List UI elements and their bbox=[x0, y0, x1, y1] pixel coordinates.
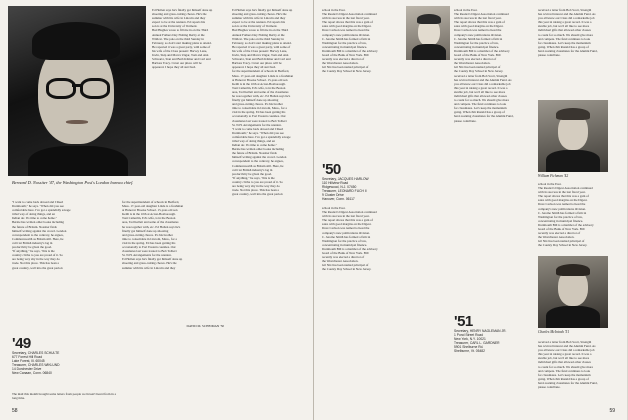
class-50-header bbox=[322, 162, 398, 201]
text-line: occasionally to Fort Eastern counties. Our bbox=[122, 245, 176, 250]
text-line: C. Jerome Smith has formed a firm in bbox=[322, 234, 371, 239]
text-line: for classmates. Let's keep the momentum bbox=[538, 372, 591, 377]
treasurer-address-2: Shelburne, Vt. 05482 bbox=[454, 349, 485, 353]
mouth-shape bbox=[66, 120, 88, 124]
text-line: appeared. I hope they all survived. bbox=[232, 65, 276, 70]
text-line: sales with good margins on the Digest. bbox=[454, 24, 504, 29]
shoulders-shape bbox=[412, 44, 446, 60]
text-line: Gil Nix has been named principal of bbox=[322, 65, 369, 70]
class-49-header bbox=[12, 336, 122, 375]
text-line: comfortable here. I've got a splendidly savage bbox=[12, 208, 71, 213]
text-line: country cliche to you are proud of it. So bbox=[232, 179, 283, 184]
hair-shape bbox=[417, 14, 441, 24]
text-line: The Reader's Digest Association continued bbox=[538, 186, 593, 191]
text-line: productivity be given the good. bbox=[12, 245, 52, 250]
text-line: at Hanover Brooke School. 15-year-old son bbox=[232, 77, 288, 82]
text-line: the Westchester Association. bbox=[322, 61, 359, 66]
lower-left-text bbox=[12, 200, 116, 320]
secretary-address-2: Ridgewood, N.J. 07450 bbox=[322, 185, 357, 189]
text-line: Irwin, Skip and Marva Ungar, Tom and Ann bbox=[232, 53, 289, 58]
text-line: at Hanover Brooke School. 15-year-old son bbox=[122, 208, 178, 213]
treasurer-label: Treasurer, bbox=[454, 341, 469, 345]
text-line: Barbara Tracy. I trust our photo will be bbox=[152, 61, 202, 66]
text-line: Sr. N.H. Arrangements for the reunion. bbox=[232, 122, 282, 127]
text-line: sales with good margins on the Digest. bbox=[538, 198, 588, 203]
portrait-photo-right-bottom bbox=[538, 256, 608, 328]
treasurer-name: LEONARD FUCH II bbox=[337, 189, 367, 193]
text-line: for the superintendent of schools in Bedford, bbox=[232, 69, 290, 74]
text-line: expect to be at the reunion. Ed reports his bbox=[232, 20, 286, 25]
text-line: this year in raising a great record. It was a bbox=[454, 85, 508, 90]
text-line: board of the Bank of New York. Bill bbox=[538, 227, 585, 232]
text-line: Annual Fathers Day Fishing Derby at the bbox=[232, 32, 285, 37]
text-line: the Westchester Association. bbox=[538, 235, 575, 240]
text-line: individual gifts that allowed other classes bbox=[454, 93, 507, 98]
text-line: Dartmouth Bill is a member of the advisory bbox=[538, 222, 594, 227]
text-line: February, so don't start making plans to attend. bbox=[232, 40, 292, 45]
text-line: concentrating in municipal finance. bbox=[454, 44, 500, 49]
text-line: Commonwealth as Britain still. Here, he bbox=[232, 163, 284, 168]
text-line: individual gifts that allowed other classes bbox=[538, 360, 591, 365]
text-line: Wildcat. The pole on the third Sunday in bbox=[152, 36, 204, 41]
text-line: Sr. N.H. Arrangements for the reunion. bbox=[122, 253, 172, 258]
text-line: Ed Hollen says he's finally got himself done up bbox=[232, 8, 293, 12]
right-page-column-1-lower bbox=[322, 206, 396, 396]
text-line: The Reader's Digest Association continued bbox=[454, 12, 509, 17]
hair-shape bbox=[556, 108, 590, 120]
text-line: Commonwealth as Britain still. Here, he bbox=[12, 236, 64, 241]
text-line: the County Day School in New Jersey. bbox=[322, 69, 372, 74]
hair-shape bbox=[32, 22, 120, 60]
right-page-column-3-top bbox=[538, 8, 618, 96]
text-line: time to consolidate in Lincoln, Mass., for a bbox=[232, 106, 287, 111]
text-line: finally got himself done up shooting bbox=[232, 98, 279, 103]
text-line: The Reader's Digest Association continued bbox=[322, 12, 377, 17]
text-line: Dartmouth Bill is a member of the advisory bbox=[322, 48, 378, 53]
text-line: Dartmouth," he says. "When did you see bbox=[12, 204, 64, 209]
text-line: Mass. 17-year-old daughter Linda is a freshman bbox=[232, 73, 294, 78]
glasses-right bbox=[80, 78, 110, 99]
text-line: Keith is in the 10th at Acton-Boxborough. bbox=[232, 81, 286, 86]
treasurer-address-1: 5901 Shelburne Rd. bbox=[454, 345, 484, 349]
right-page bbox=[314, 0, 627, 420]
secretary-block bbox=[454, 329, 534, 353]
text-line: The Reader's Digest Association continued bbox=[322, 210, 377, 215]
text-line: to count for so much. We should give more bbox=[454, 98, 510, 103]
text-line: area, Ted Kellett and some of the classmates bbox=[122, 220, 179, 225]
class-number: '49 bbox=[12, 335, 31, 352]
text-line: received a letter from Bob Scott, Strength bbox=[538, 8, 592, 12]
text-line: Toni Camerlin, Ed's wife, is in the Boston bbox=[122, 216, 176, 221]
text-line: to count for so much. We should give more bbox=[538, 364, 594, 369]
text-line: classmates last were treated to Bob Tolbert bbox=[232, 118, 287, 123]
text-line: please contribute. bbox=[538, 53, 561, 58]
text-line: company's new publications division. bbox=[454, 32, 502, 37]
text-line: hard-working classmates for the Alumni Fund, bbox=[538, 48, 598, 53]
text-line: recently was elected a director of bbox=[454, 57, 497, 62]
text-line: "I want to come back abroad and I liked bbox=[232, 126, 284, 131]
text-line: please contribute. bbox=[538, 385, 561, 390]
text-line: the Westchester Association. bbox=[454, 61, 491, 66]
text-line: shooting and grass-cutting chores. He's the bbox=[122, 261, 177, 266]
text-line: he was together with, etc. Ed Hollen says he's bbox=[122, 224, 181, 229]
text-line: son is at the University of Vermont. bbox=[152, 24, 198, 29]
text-line: Wildcat. The pole on the third Sunday in bbox=[232, 36, 284, 41]
class-number: '50 bbox=[322, 161, 341, 178]
portrait-photo-right-top bbox=[538, 100, 608, 172]
treasurer-name: CHARLES WIKLUND bbox=[27, 363, 60, 367]
text-line: Washington for the practice of law, bbox=[322, 238, 367, 243]
text-line: classmates last were treated to Bob Tolbert bbox=[122, 249, 177, 254]
portrait-photo-small bbox=[406, 6, 450, 60]
text-line: Ed Hollen says he's finally got himself done up bbox=[122, 257, 183, 262]
text-line: area, Ted Kellett and some of the classmates bbox=[232, 89, 289, 94]
text-line: summer with his wife in Lincoln and they bbox=[152, 16, 206, 21]
text-line: sizable job, but we'd all like to see more bbox=[454, 89, 506, 94]
text-line: productivity be given the good. bbox=[232, 171, 272, 176]
text-line: The report shows that this was a gain of bbox=[454, 20, 505, 25]
photo-caption-right-bottom: Charles McIntosh '51 bbox=[538, 330, 570, 334]
text-line: Ed Hollen says he's finally got himself done up bbox=[152, 8, 213, 12]
treasurer-address-1: 9 Cluster Drive bbox=[322, 193, 344, 197]
secretary-label: Secretary, bbox=[322, 177, 337, 181]
text-line: hard-working classmates for the Alumni Fund, bbox=[454, 114, 514, 119]
text-line: visit in the spring. Ed has been getting his bbox=[122, 240, 176, 245]
text-line: has revived interest and the Alumni Fund. As bbox=[454, 77, 512, 82]
text-line: Dartmouth Bill is a member of the advisory bbox=[454, 48, 510, 53]
text-line: you all know our Class did a remarkable job bbox=[454, 81, 511, 86]
text-line: trade. Not this place. This has been a bbox=[232, 188, 279, 193]
text-line: please contribute. bbox=[454, 118, 477, 123]
page-number-right: 59 bbox=[609, 408, 615, 414]
treasurer-label: Treasurer, bbox=[322, 189, 337, 193]
text-line: going. When Jim Ronald has a group of bbox=[538, 44, 589, 49]
text-line: sizable job, but we'd all like to see more bbox=[538, 356, 590, 361]
text-line: Bud Hughes wrote to fill me in on the Third bbox=[232, 28, 289, 33]
text-line: Bud Hughes wrote to fill me in on the Third bbox=[152, 28, 209, 33]
text-line: The report shows that this was a gain of bbox=[322, 218, 373, 223]
text-line: has revived interest and the Alumni Fund. As bbox=[538, 344, 596, 349]
text-line: shooting and grass-cutting chores. He's the bbox=[152, 12, 207, 17]
secretary-address-2: Lake Forest, Ill. 60045 bbox=[12, 359, 45, 363]
text-line: The report shows that this was a gain of bbox=[538, 194, 589, 199]
text-line: sales with good margins on the Digest. bbox=[322, 222, 372, 227]
text-line: Gil Nix has been named principal of bbox=[454, 65, 501, 70]
text-line: Irwin, Skip and Marva Ungar, Tom and Ann bbox=[152, 53, 209, 58]
page-number-left: 58 bbox=[12, 408, 18, 414]
text-line: with its success in the last fiscal year. bbox=[322, 16, 370, 21]
photo-caption-right-top: William Fichman '42 bbox=[538, 174, 569, 178]
secretary-address-1: 110 Hillview Road bbox=[322, 181, 349, 185]
right-column-text bbox=[232, 8, 306, 388]
text-line: The report shows that this was a gain of bbox=[322, 20, 373, 25]
text-line: Dave Carlson was named to head the bbox=[322, 28, 370, 33]
secretary-block bbox=[12, 351, 122, 375]
text-line: appeared. I hope they all survived. bbox=[152, 65, 196, 70]
text-line: can't let British industry's lag in bbox=[12, 240, 53, 245]
shoulders-shape bbox=[546, 306, 600, 328]
text-line: the future of Britain. Nossiter finds bbox=[232, 151, 277, 156]
text-line: the County Day School in New Jersey. bbox=[322, 267, 372, 272]
text-line: great country, well into the great period. bbox=[232, 192, 284, 197]
text-line: trade. Not this place. This has been a bbox=[12, 261, 59, 266]
treasurer-address-2: New Canaan, Conn. 06840 bbox=[12, 371, 52, 375]
text-line: can't let British industry's lag in bbox=[232, 167, 273, 172]
footer-text: The mail this month brought some letters from people we haven't heard from in a long time. bbox=[12, 392, 116, 401]
text-line: the County Day School in New Jersey. bbox=[538, 243, 588, 248]
right-page-column-3-bottom bbox=[538, 340, 618, 398]
text-line: shooting and grass-cutting chores. He's the bbox=[232, 12, 287, 17]
text-line: Bernie has written other books including bbox=[12, 220, 64, 225]
text-line: "I want to come back abroad and I liked bbox=[12, 200, 64, 204]
text-line: himself writing against the crowd. London bbox=[12, 228, 67, 233]
text-line: Dave Carlson was named to head the bbox=[538, 202, 586, 207]
text-line: Schwartz, Stan and Barb Kilmer and Carl and bbox=[232, 57, 291, 62]
right-page-column-3-mid bbox=[538, 182, 618, 252]
text-line: He reported it was a great party, with some of bbox=[152, 44, 211, 49]
text-line: C. Jerome Smith has formed a firm in bbox=[538, 210, 587, 215]
secretary-name: HENRY NAGLEMAN JR. bbox=[469, 329, 507, 333]
text-line: board of the Bank of New York. Bill bbox=[322, 53, 369, 58]
text-line: February, so don't start making plans to attend. bbox=[152, 40, 212, 45]
glasses-bridge bbox=[72, 84, 81, 87]
secretary-address-1: 677 Forest Hill Road bbox=[12, 355, 43, 359]
text-line: tribal way of doing things, and an bbox=[12, 212, 55, 217]
class-51-header bbox=[454, 314, 534, 353]
text-line: with its success in the last fiscal year. bbox=[538, 190, 586, 195]
text-line: concentrating in municipal finance. bbox=[322, 242, 368, 247]
text-line: Bernie has written other books including bbox=[232, 147, 284, 152]
hair-shape bbox=[556, 264, 590, 276]
text-line: and grass-cutting chores. It's his brother bbox=[232, 102, 283, 107]
treasurer-name: CARL L. GARDNER bbox=[469, 341, 500, 345]
text-line: Dartmouth Bill is a member of the advisory bbox=[322, 246, 378, 251]
text-line: Gil Nix has been named principal of bbox=[538, 239, 585, 244]
text-line: received a letter from Bob Scott, Strength bbox=[538, 340, 592, 344]
secretary-address-2: New York, N.Y. 10021 bbox=[454, 337, 486, 341]
secretary-address-1: 1 Pond Street Road bbox=[454, 333, 483, 337]
shoulders-shape bbox=[28, 146, 128, 176]
text-line: country cliche to you are proud of it. So bbox=[12, 253, 63, 258]
treasurer-label: Treasurer, bbox=[12, 363, 27, 367]
text-line: expect to be at the reunion. Ed reports his bbox=[152, 20, 206, 25]
text-line: his wife of the Class present: Harvey Lane, bbox=[152, 48, 208, 53]
text-line: individual gifts that allowed other classes bbox=[538, 28, 591, 33]
text-line: he was together with, etc. Ed Hollen says he's bbox=[232, 93, 291, 98]
secretary-label: Secretary, bbox=[454, 329, 469, 333]
text-line: school in the East. bbox=[454, 8, 478, 12]
text-line: Washington for the practice of law, bbox=[454, 40, 499, 45]
text-line: summer with his wife in Lincoln and they bbox=[122, 265, 176, 270]
text-line: C. Jerome Smith has formed a firm in bbox=[322, 36, 371, 41]
text-line: the Westchester Association. bbox=[322, 259, 359, 264]
text-line: time to consolidate in Lincoln, Mass., for a bbox=[122, 236, 177, 241]
text-line: sizable job, but we'd all like to see more bbox=[538, 24, 590, 29]
text-line: are being very shy in the way they do bbox=[12, 257, 60, 262]
portrait-photo bbox=[8, 6, 146, 176]
text-line: company's new publications division. bbox=[322, 32, 370, 37]
text-line: tribal way of doing things, and an bbox=[232, 139, 275, 143]
text-line: Dave Carlson was named to head the bbox=[322, 226, 370, 231]
text-line: sales with good margins on the Digest. bbox=[322, 24, 372, 29]
text-line: finally got himself done up shooting bbox=[122, 228, 169, 233]
text-line: Mass. 17-year-old daughter Linda is a freshman bbox=[122, 204, 184, 209]
text-line: Indian air. It's time to come home." bbox=[12, 216, 57, 221]
text-line: school in the East. bbox=[538, 182, 562, 186]
text-line: Dartmouth," he says. "When did you see bbox=[232, 130, 284, 135]
text-line: you all know our Class did a remarkable job bbox=[538, 348, 595, 353]
treasurer-address-1: 14 Dorchester Drive bbox=[12, 367, 42, 371]
text-line: Toni Camerlin, Ed's wife, is in the Boston bbox=[232, 85, 286, 90]
text-line: recently was elected a director of bbox=[538, 231, 581, 236]
text-line: board of the Bank of New York. Bill bbox=[322, 251, 369, 256]
text-line: occasionally to Fort Eastern counties. Our bbox=[232, 114, 286, 119]
text-line: and compete. The fund continues to look bbox=[454, 102, 507, 107]
text-line: recently was elected a director of bbox=[322, 57, 365, 62]
text-line: his wife of the Class present: Harvey Lane, bbox=[232, 48, 288, 53]
text-line: this year in raising a great record. It was a bbox=[538, 352, 592, 357]
text-line: company's new publications division. bbox=[538, 206, 586, 211]
text-line: with its success in the last fiscal year. bbox=[322, 214, 370, 219]
text-line: Dave Carlson was named to head the bbox=[454, 28, 502, 33]
text-line: the future of Britain. Nossiter finds bbox=[12, 224, 57, 229]
author-signature: DAVID M. SCHEIMAN '50 bbox=[186, 324, 224, 328]
lower-middle-text bbox=[122, 200, 226, 320]
text-line: the County Day School in New Jersey. bbox=[454, 69, 504, 74]
text-line: concentrating in municipal finance. bbox=[322, 44, 368, 49]
text-line: Washington for the practice of law, bbox=[538, 214, 583, 219]
text-line: for the superintendent of schools in Bedford, bbox=[122, 200, 180, 204]
text-line: has revived interest and the Alumni Fund. As bbox=[538, 12, 596, 17]
text-line: going. When Jim Ronald has a group of bbox=[454, 110, 505, 115]
text-line: school in the East. bbox=[322, 206, 346, 210]
secretary-name: CHARLES SCHULTE bbox=[27, 351, 60, 355]
text-line: to count for so much. We should give more bbox=[538, 32, 594, 37]
text-line: Washington for the practice of law, bbox=[322, 40, 367, 45]
text-line: and compete. The fund continues to look bbox=[538, 36, 591, 41]
text-line: summer with his wife in Lincoln and they bbox=[232, 16, 286, 21]
text-line: great country, well into the great period. bbox=[12, 265, 64, 270]
text-line: He reported it was a great party, with some of bbox=[232, 44, 291, 49]
text-line: for classmates. Let's keep the momentum bbox=[454, 106, 507, 111]
text-line: this year in raising a great record. It was a bbox=[538, 20, 592, 25]
text-line: comfortable here. I've got a splendidly savage bbox=[232, 134, 291, 139]
text-line: "If anything," he says, "this is the bbox=[232, 175, 275, 180]
text-line: correspondent to the contrary, he argues, bbox=[232, 159, 284, 164]
text-line: Annual Fathers Day Fishing Derby at the bbox=[152, 32, 205, 37]
glasses-left bbox=[46, 78, 76, 99]
text-line: and compete. The fund continues to look bbox=[538, 368, 591, 373]
shoulders-shape bbox=[546, 150, 600, 172]
text-line: with its success in the last fiscal year. bbox=[454, 16, 502, 21]
text-line: received a letter from Bob Scott, Strength bbox=[454, 73, 508, 78]
treasurer-address-2: Hanover, Conn. 06117 bbox=[322, 197, 355, 201]
middle-column-text bbox=[152, 8, 226, 176]
class-number: '51 bbox=[454, 313, 473, 330]
text-line: son is at the University of Vermont. bbox=[232, 24, 278, 29]
right-page-column-1 bbox=[322, 8, 396, 158]
secretary-label: Secretary, bbox=[12, 351, 27, 355]
text-line: C. Jerome Smith has formed a firm in bbox=[454, 36, 503, 41]
text-line: for classmates. Let's keep the momentum bbox=[538, 40, 591, 45]
text-line: correspondent to the contrary, he argues, bbox=[12, 232, 64, 237]
text-line: Schwartz, Stan and Barb Kilmer and Carl and bbox=[152, 57, 211, 62]
text-line: board of the Bank of New York. Bill bbox=[454, 53, 501, 58]
text-line: going. When Jim Ronald has a group of bbox=[538, 376, 589, 381]
text-line: Gil Nix has been named principal of bbox=[322, 263, 369, 268]
text-line: recently was elected a director of bbox=[322, 255, 365, 260]
text-line: hard-working classmates for the Alumni Fund, bbox=[538, 380, 598, 385]
text-line: and grass-cutting chores. It's his brother bbox=[122, 232, 173, 237]
text-line: himself writing against the crowd. London bbox=[232, 155, 287, 160]
secretary-name: JACQUES HARLOW bbox=[337, 177, 369, 181]
text-line: Barbara Tracy. I trust our photo will be bbox=[232, 61, 282, 66]
text-line: visit in the spring. Ed has been getting his bbox=[232, 110, 286, 115]
secretary-block bbox=[322, 177, 398, 201]
text-line: you all know our Class did a remarkable job bbox=[538, 16, 595, 21]
photo-caption: Bernard D. Nossiter '47, the Washington Post's London bureau chief. bbox=[12, 180, 134, 185]
text-line: Indian air. It's time to come home." bbox=[232, 143, 277, 148]
text-line: concentrating in municipal finance. bbox=[538, 218, 584, 223]
text-line: school in the East. bbox=[322, 8, 346, 12]
text-line: "If anything," he says, "this is the bbox=[12, 249, 55, 254]
text-line: Keith is in the 10th at Acton-Boxborough. bbox=[122, 212, 176, 217]
text-line: company's new publications division. bbox=[322, 230, 370, 235]
text-line: are being very shy in the way they do bbox=[232, 184, 280, 189]
